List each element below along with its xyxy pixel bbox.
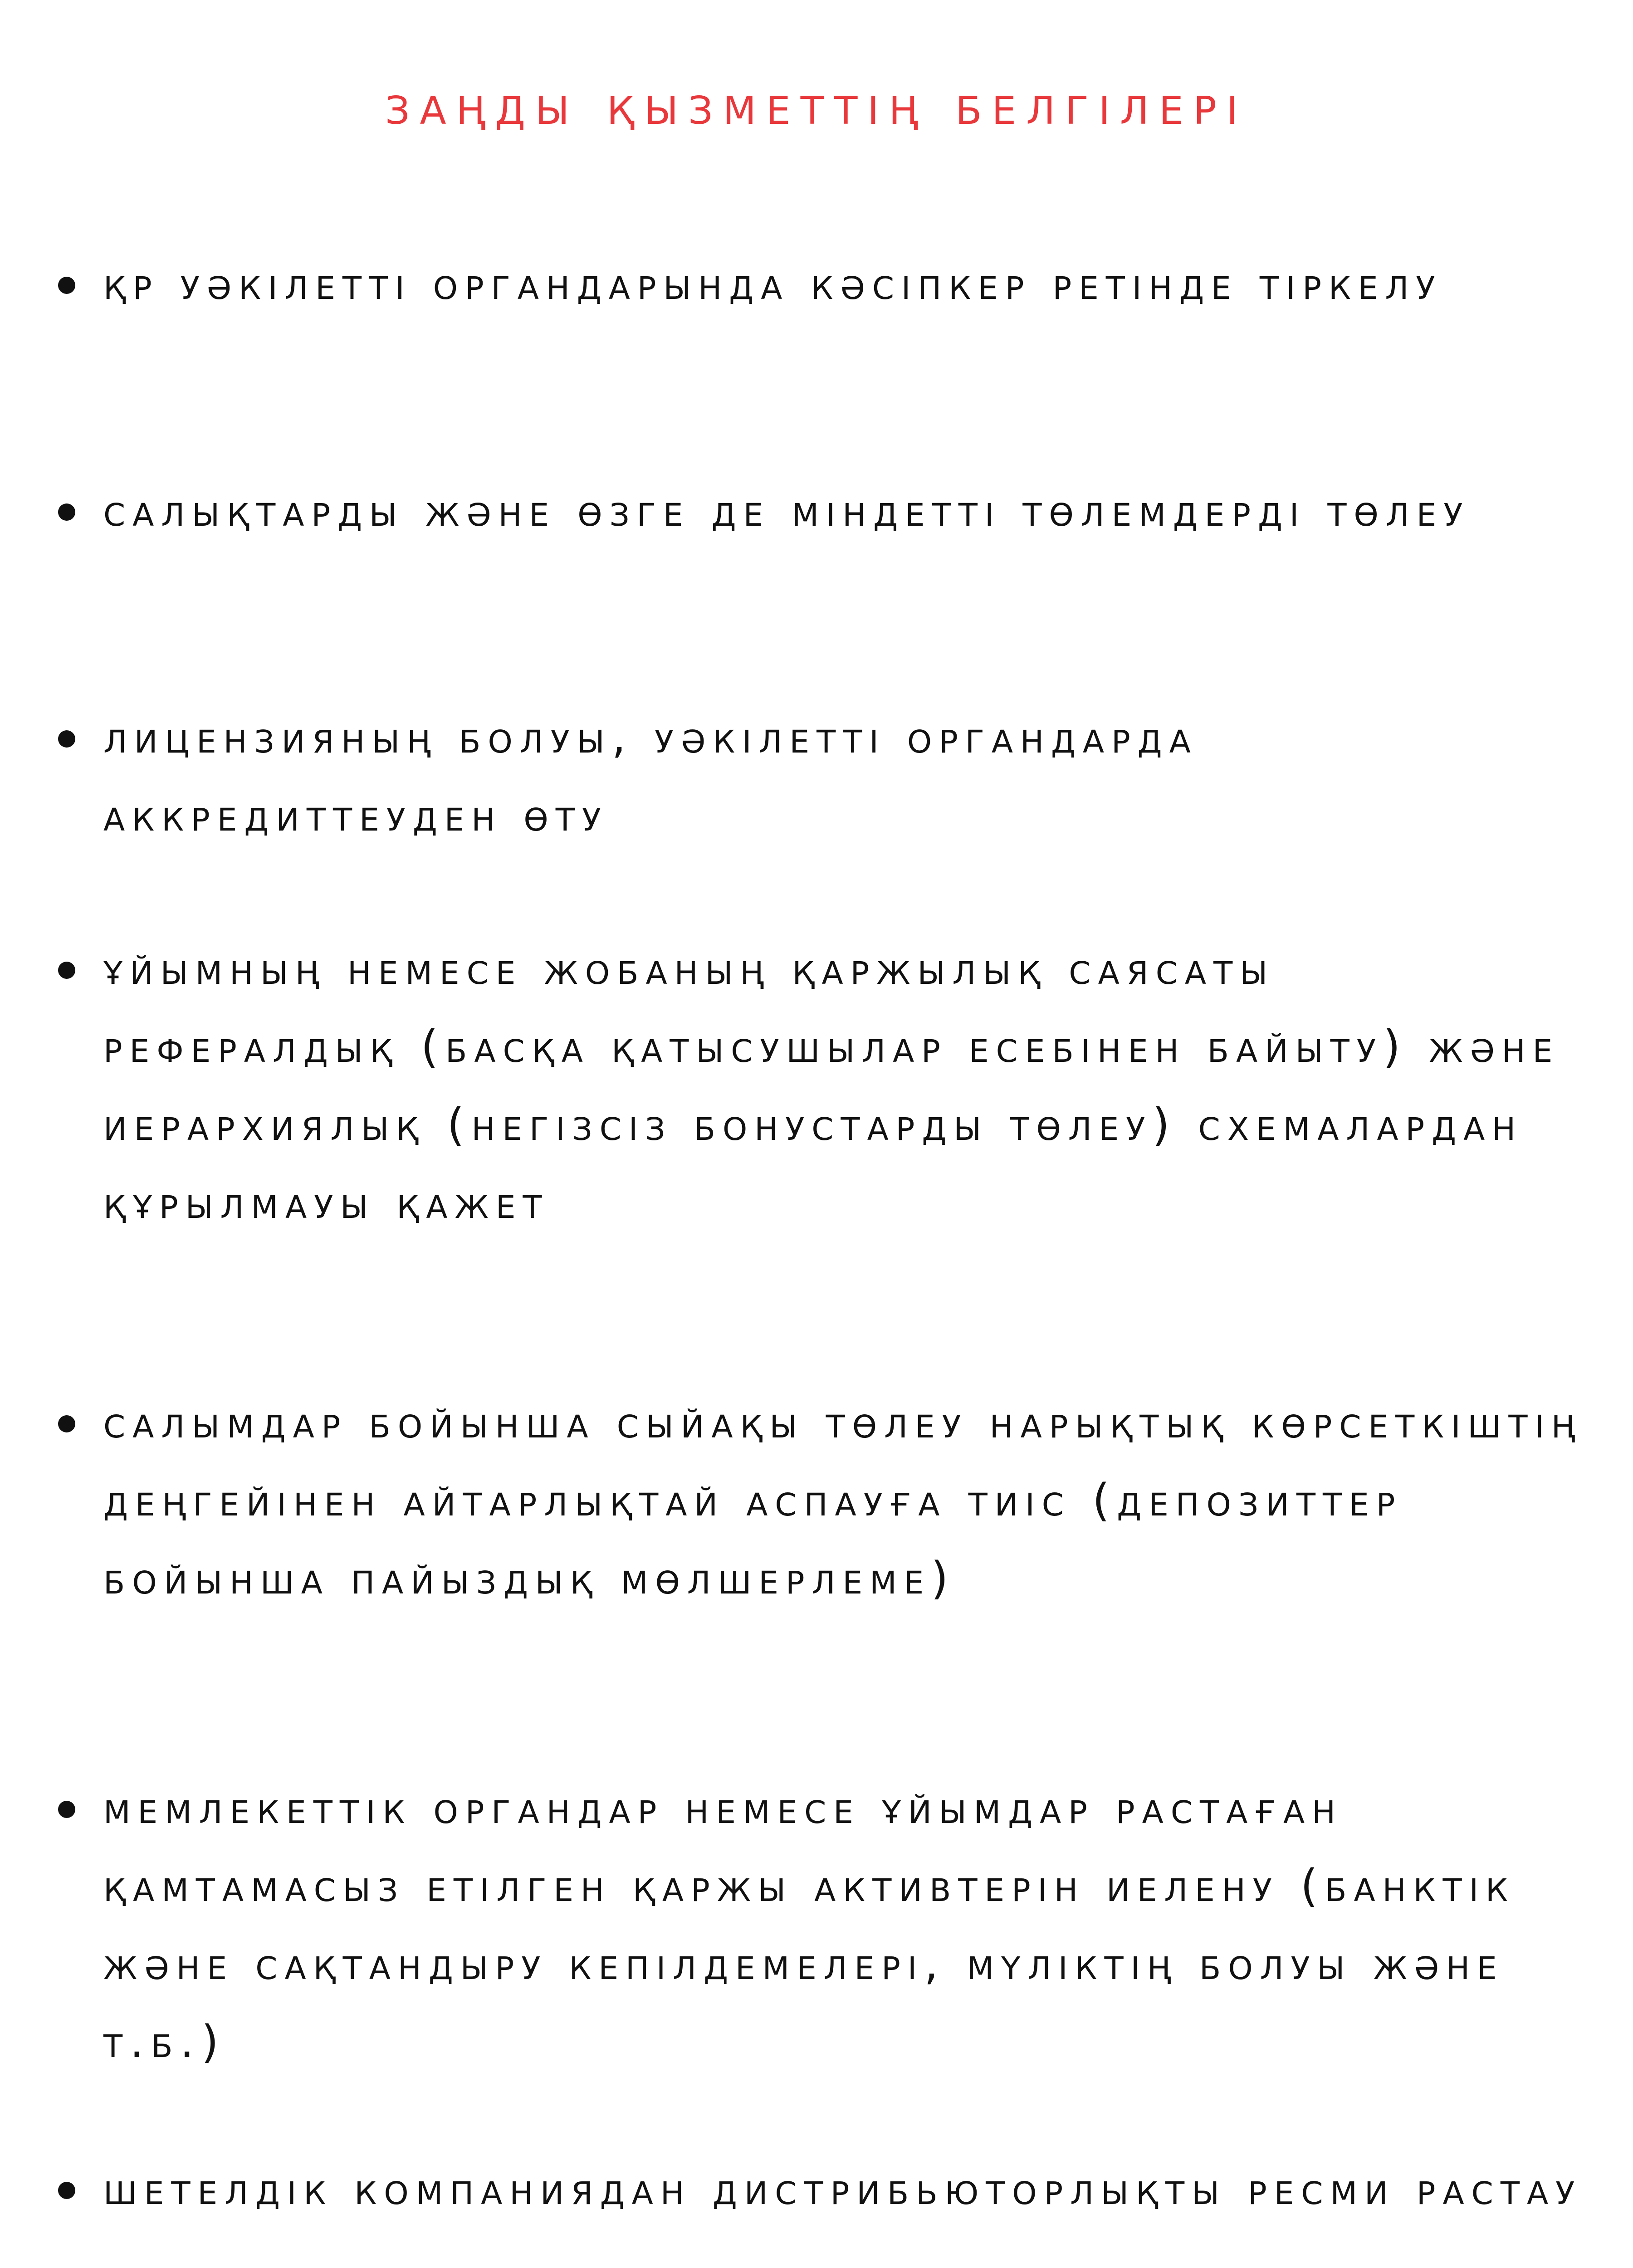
bullet-icon: [58, 730, 75, 748]
list-item: [58, 699, 1591, 855]
list-item-text: лицензияның болуы, уәкілетті органдарда аккредиттеуден өту: [103, 712, 1198, 841]
bullet-icon: [58, 503, 75, 521]
list-item: [58, 1769, 1591, 2081]
list-item-text: шетелдік компаниядан дистрибьюторлықты ресми растау: [103, 2163, 1582, 2215]
bullet-icon: [58, 2182, 75, 2199]
list-item: [58, 472, 1591, 550]
page-title: заңды қызметтің белгілері: [385, 73, 1248, 137]
list-item-text: қр уәкілетті органдарында кәсіпкер ретінде тіркелу: [103, 258, 1442, 310]
list-item-text: мемлекеттік органдар немесе ұйымдар растаған қамтамасыз етілген қаржы активтерін иелену (банктік және сақтандыру кепілдемелері, мүліктің болуы және т.б.): [103, 1782, 1516, 2068]
list-item: [58, 1383, 1591, 1618]
list-item: [58, 245, 1591, 323]
list-item-text: ұйымның немесе жобаның қаржылық саясаты рефералдық (басқа қатысушылар есебінен байыту) және иерархиялық (негізсіз бонустарды төлеу) схемалардан құрылмауы қажет: [103, 943, 1560, 1229]
list-item: [58, 2150, 1591, 2228]
bullet-icon: [58, 1415, 75, 1432]
list-item-text: салымдар бойынша сыйақы төлеу нарықтық көрсеткіштің деңгейінен айтарлықтай аспауға тиіс (депозиттер бойынша пайыздық мөлшерлеме): [103, 1397, 1582, 1604]
list-item: [58, 930, 1591, 1242]
list-item-text: салықтарды және өзге де міндетті төлемдерді төлеу: [103, 485, 1470, 537]
bullet-icon: [58, 1801, 75, 1818]
bullet-icon: [58, 962, 75, 979]
bullet-icon: [58, 277, 75, 294]
